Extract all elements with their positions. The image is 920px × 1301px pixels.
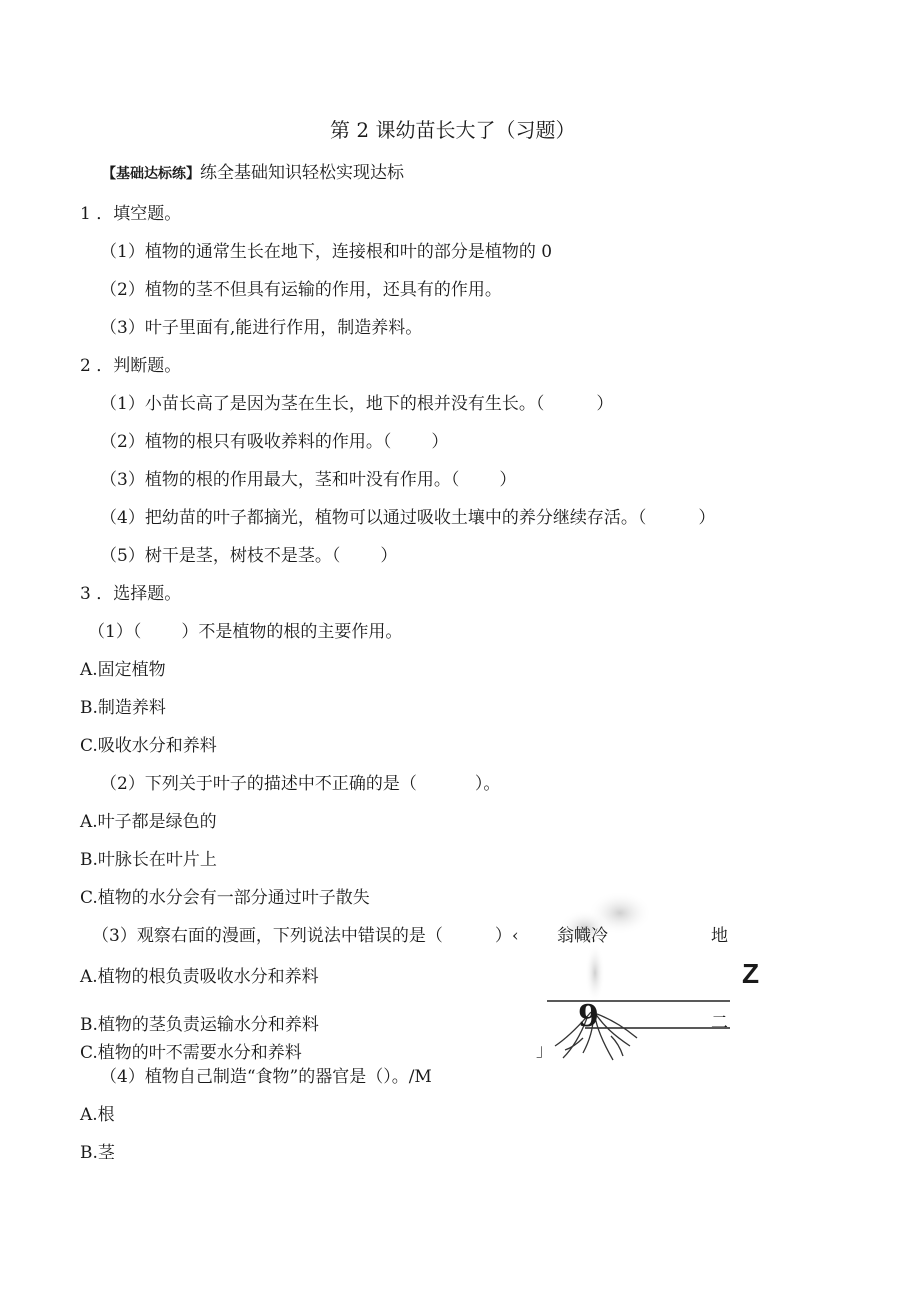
- q2-item-3-text: （3）植物的根的作用最大，茎和叶没有作用。（: [100, 470, 460, 490]
- q3-sub2-option-b: B.叶脉长在叶片上: [80, 850, 217, 870]
- q1-item-3: （3）叶子里面有,能进行作用，制造养料。: [100, 318, 423, 338]
- q2-item-1-text: （1）小苗长高了是因为茎在生长，地下的根并没有生长。（: [100, 394, 545, 414]
- cartoon-label-6: 」: [536, 1041, 553, 1061]
- q2-item-2-close: ）: [431, 432, 449, 452]
- q3-sub2-stem: [100, 773, 500, 795]
- cartoon-label-1: 翁幟冷: [557, 926, 608, 946]
- q3-sub1-option-a: A.固定植物: [80, 660, 166, 680]
- q2-item-4-text: （4）把幼苗的叶子都摘光，植物可以通过吸收土壤中的养分继续存活。（: [100, 508, 647, 528]
- q3-heading: 3 ．选择题。: [80, 584, 182, 604]
- q2-item-5-close: ）: [380, 546, 398, 566]
- q3-sub4-stem: （4）植物自己制造“食物”的器官是（）。/M: [100, 1067, 432, 1087]
- q3-sub3-stem: [92, 925, 519, 947]
- q3-sub3-option-b: B.植物的茎负责运输水分和养料: [80, 1015, 319, 1035]
- q2-item-1: [100, 393, 613, 415]
- q3-sub2-stem-open: （2）下列关于叶子的描述中不正确的是（: [100, 774, 417, 794]
- q3-sub1-stem-rest: ）不是植物的根的主要作用。: [181, 622, 403, 642]
- q3-sub2-stem-rest: ）。: [474, 774, 501, 794]
- cartoon-label-2: 地: [711, 926, 728, 946]
- q3-sub1-option-c: C.吸收水分和养料: [80, 736, 217, 756]
- q3-sub4-option-b: B.茎: [80, 1143, 115, 1163]
- q2-item-4-close: ）: [698, 508, 716, 528]
- q2-item-3-close: ）: [499, 470, 517, 490]
- section-heading: [102, 162, 404, 185]
- q2-item-3: [100, 469, 516, 491]
- q2-heading: 2 ．判断题。: [80, 356, 182, 376]
- q3-sub3-stem-open: （3）观察右面的漫画，下列说法中错误的是（: [92, 926, 443, 946]
- cartoon-label-5: 二: [711, 1013, 728, 1033]
- q3-sub1-stem: [88, 621, 402, 643]
- q1-item-1: （1）植物的通常生长在地下，连接根和叶的部分是植物的 0: [100, 242, 553, 262]
- q3-sub3-option-c: C.植物的叶不需要水分和养料: [80, 1043, 302, 1063]
- cartoon-label-3: Z: [742, 958, 760, 989]
- q2-item-2-text: （2）植物的根只有吸收养料的作用。（: [100, 432, 392, 452]
- q3-sub1-option-b: B.制造养料: [80, 698, 166, 718]
- stem-blur: [585, 943, 605, 1003]
- q3-sub3-stem-rest: ）‹: [494, 926, 519, 946]
- q3-sub3-option-a: A.植物的根负责吸收水分和养料: [80, 967, 319, 987]
- q1-heading: 1 ．填空题。: [80, 204, 182, 224]
- q2-item-5-text: （5）树干是茎，树枝不是茎。（: [100, 546, 341, 566]
- cartoon-label-4: 9: [578, 999, 599, 1034]
- q3-sub2-option-a: A.叶子都是绿色的: [80, 812, 217, 832]
- section-tag: 【基础达标练】: [102, 166, 200, 182]
- q2-item-1-close: ）: [596, 394, 614, 414]
- q2-item-5: [100, 545, 397, 567]
- q2-item-4: [100, 507, 715, 529]
- plant-cartoon-image: [525, 888, 765, 1073]
- page-title: 第 2 课幼苗长大了（习题）: [330, 118, 576, 142]
- q1-item-2: （2）植物的茎不但具有运输的作用，还具有的作用。: [100, 280, 502, 300]
- q2-item-2: [100, 431, 448, 453]
- section-text: 练全基础知识轻松实现达标: [200, 163, 404, 183]
- q3-sub2-option-c: C.植物的水分会有一部分通过叶子散失: [80, 888, 370, 908]
- q3-sub1-stem-open: （1）（: [88, 622, 142, 642]
- q3-sub4-option-a: A.根: [80, 1105, 115, 1125]
